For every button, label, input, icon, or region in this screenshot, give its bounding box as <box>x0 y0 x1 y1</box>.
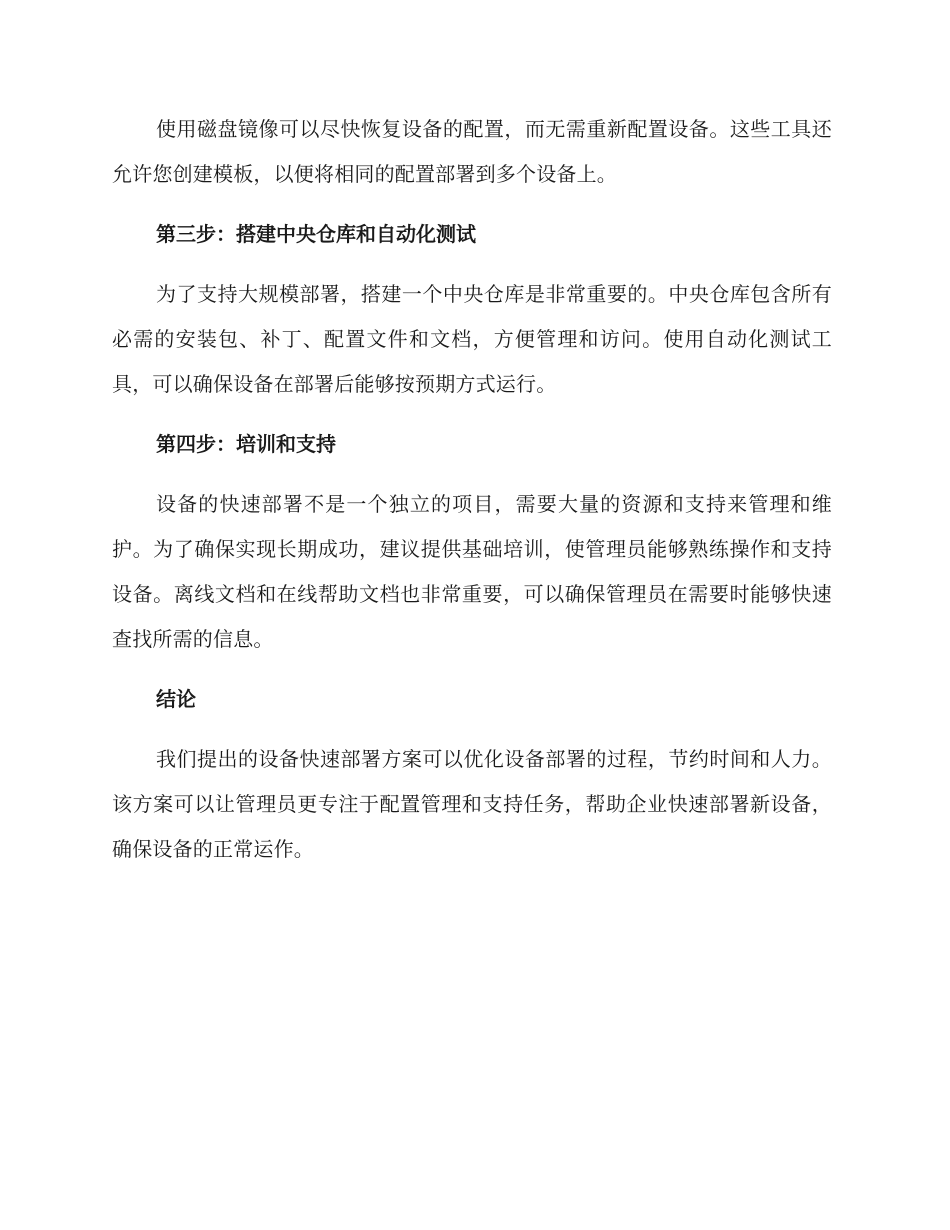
paragraph-disk-image: 使用磁盘镜像可以尽快恢复设备的配置，而无需重新配置设备。这些工具还允许您创建模板，以便将相同的配置部署到多个设备上。 <box>112 117 832 186</box>
heading-step-three: 第三步：搭建中央仓库和自动化测试 <box>156 222 476 246</box>
document-body <box>112 107 832 889</box>
heading-step-four: 第四步：培训和支持 <box>156 432 336 456</box>
paragraph-conclusion: 我们提出的设备快速部署方案可以优化设备部署的过程，节约时间和人力。该方案可以让管理员更专注于配置管理和支持任务，帮助企业快速部署新设备，确保设备的正常运作。 <box>112 747 832 861</box>
paragraph-central-repository: 为了支持大规模部署，搭建一个中央仓库是非常重要的。中央仓库包含所有必需的安装包、补丁、配置文件和文档，方便管理和访问。使用自动化测试工具，可以确保设备在部署后能够按预期方式运行。 <box>112 282 832 396</box>
heading-conclusion: 结论 <box>156 687 196 711</box>
paragraph-training-support: 设备的快速部署不是一个独立的项目，需要大量的资源和支持来管理和维护。为了确保实现长期成功，建议提供基础培训，使管理员能够熟练操作和支持设备。离线文档和在线帮助文档也非常重要，可以确保管理员在需要时能够快速查找所需的信息。 <box>112 492 832 651</box>
